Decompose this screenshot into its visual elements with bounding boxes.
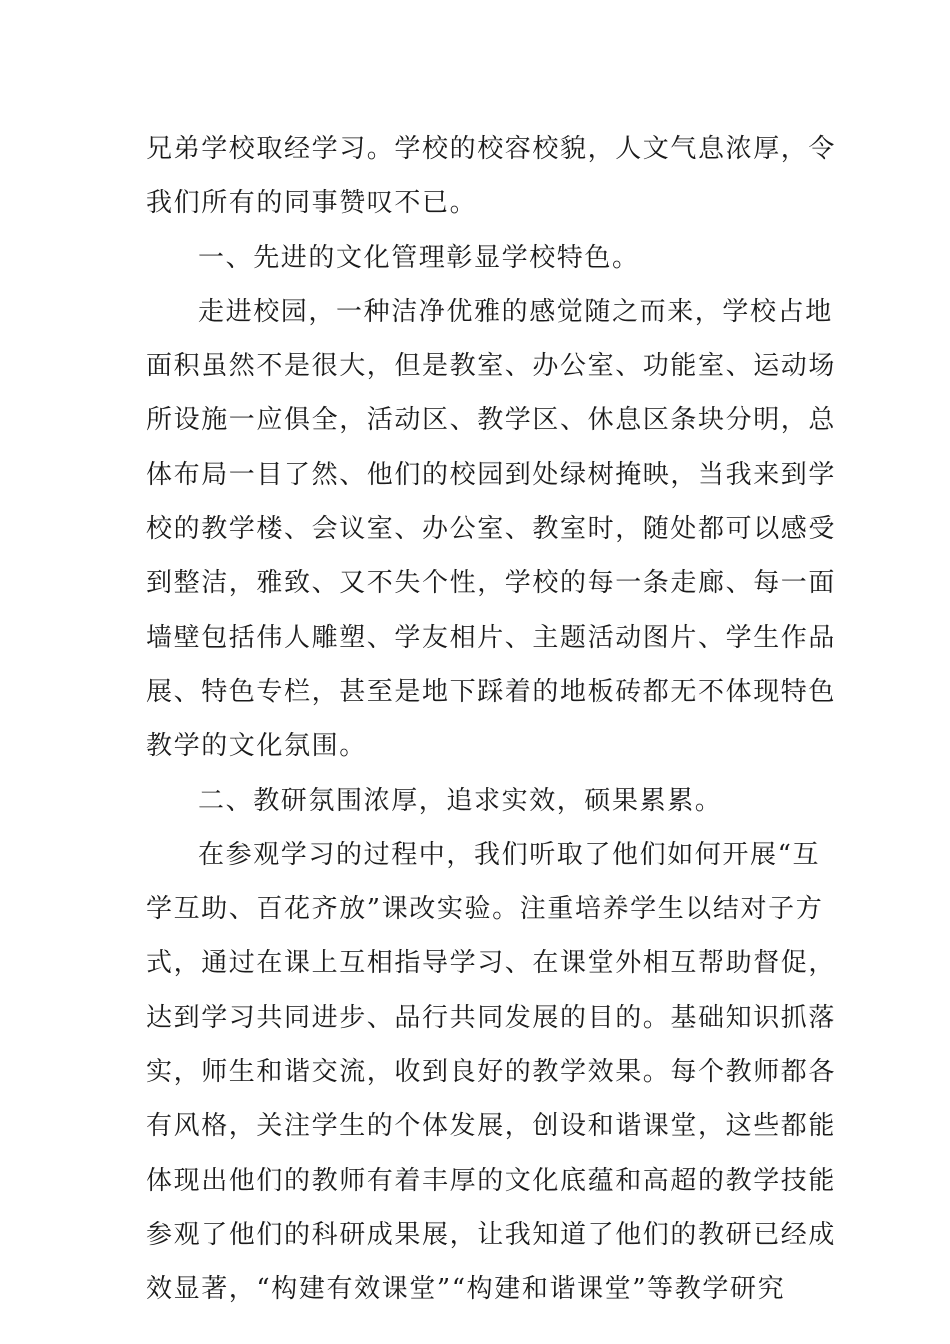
text-line: 展、特色专栏，甚至是地下踩着的地板砖都无不体现特色 bbox=[146, 676, 837, 707]
text-line: 一、先进的文化管理彰显学校特色。 bbox=[198, 242, 640, 273]
text-line: 有风格，关注学生的个体发展，创设和谐课堂，这些都能 bbox=[146, 1111, 837, 1142]
text-line: 面积虽然不是很大，但是教室、办公室、功能室、运动场 bbox=[146, 351, 837, 382]
text-line: 校的教学楼、会议室、办公室、教室时，随处都可以感受 bbox=[146, 514, 837, 545]
text-line: 在参观学习的过程中，我们听取了他们如何开展“互 bbox=[198, 839, 821, 870]
text-line: 参观了他们的科研成果展，让我知道了他们的教研已经成 bbox=[146, 1219, 837, 1250]
text-line: 学互助、百花齐放”课改实验。注重培养学生以结对子方 bbox=[146, 894, 824, 925]
text-line: 体布局一目了然、他们的校园到处绿树掩映，当我来到学 bbox=[146, 459, 837, 490]
text-line: 到整洁，雅致、又不失个性，学校的每一条走廊、每一面 bbox=[146, 568, 837, 599]
text-line: 效显著，“构建有效课堂”“构建和谐课堂”等教学研究 bbox=[146, 1274, 786, 1305]
text-line: 走进校园，一种洁净优雅的感觉随之而来，学校占地 bbox=[198, 296, 833, 327]
text-line: 式，通过在课上互相指导学习、在课堂外相互帮助督促， bbox=[146, 948, 837, 979]
text-line: 达到学习共同进步、品行共同发展的目的。基础知识抓落 bbox=[146, 1002, 837, 1033]
text-line: 二、教研氛围浓厚，追求实效，硕果累累。 bbox=[198, 785, 723, 816]
text-line: 所设施一应俱全，活动区、教学区、休息区条块分明，总 bbox=[146, 405, 837, 436]
text-line: 兄弟学校取经学习。学校的校容校貌，人文气息浓厚，令 bbox=[146, 134, 837, 164]
text-line: 墙壁包括伟人雕塑、学友相片、主题活动图片、学生作品 bbox=[146, 622, 837, 653]
text-line: 实，师生和谐交流，收到良好的教学效果。每个教师都各 bbox=[146, 1057, 837, 1088]
text-line: 教学的文化氛围。 bbox=[146, 731, 367, 762]
text-line: 我们所有的同事赞叹不已。 bbox=[146, 188, 478, 219]
body-text bbox=[146, 122, 837, 1317]
text-line: 体现出他们的教师有着丰厚的文化底蕴和高超的教学技能 bbox=[146, 1165, 837, 1196]
